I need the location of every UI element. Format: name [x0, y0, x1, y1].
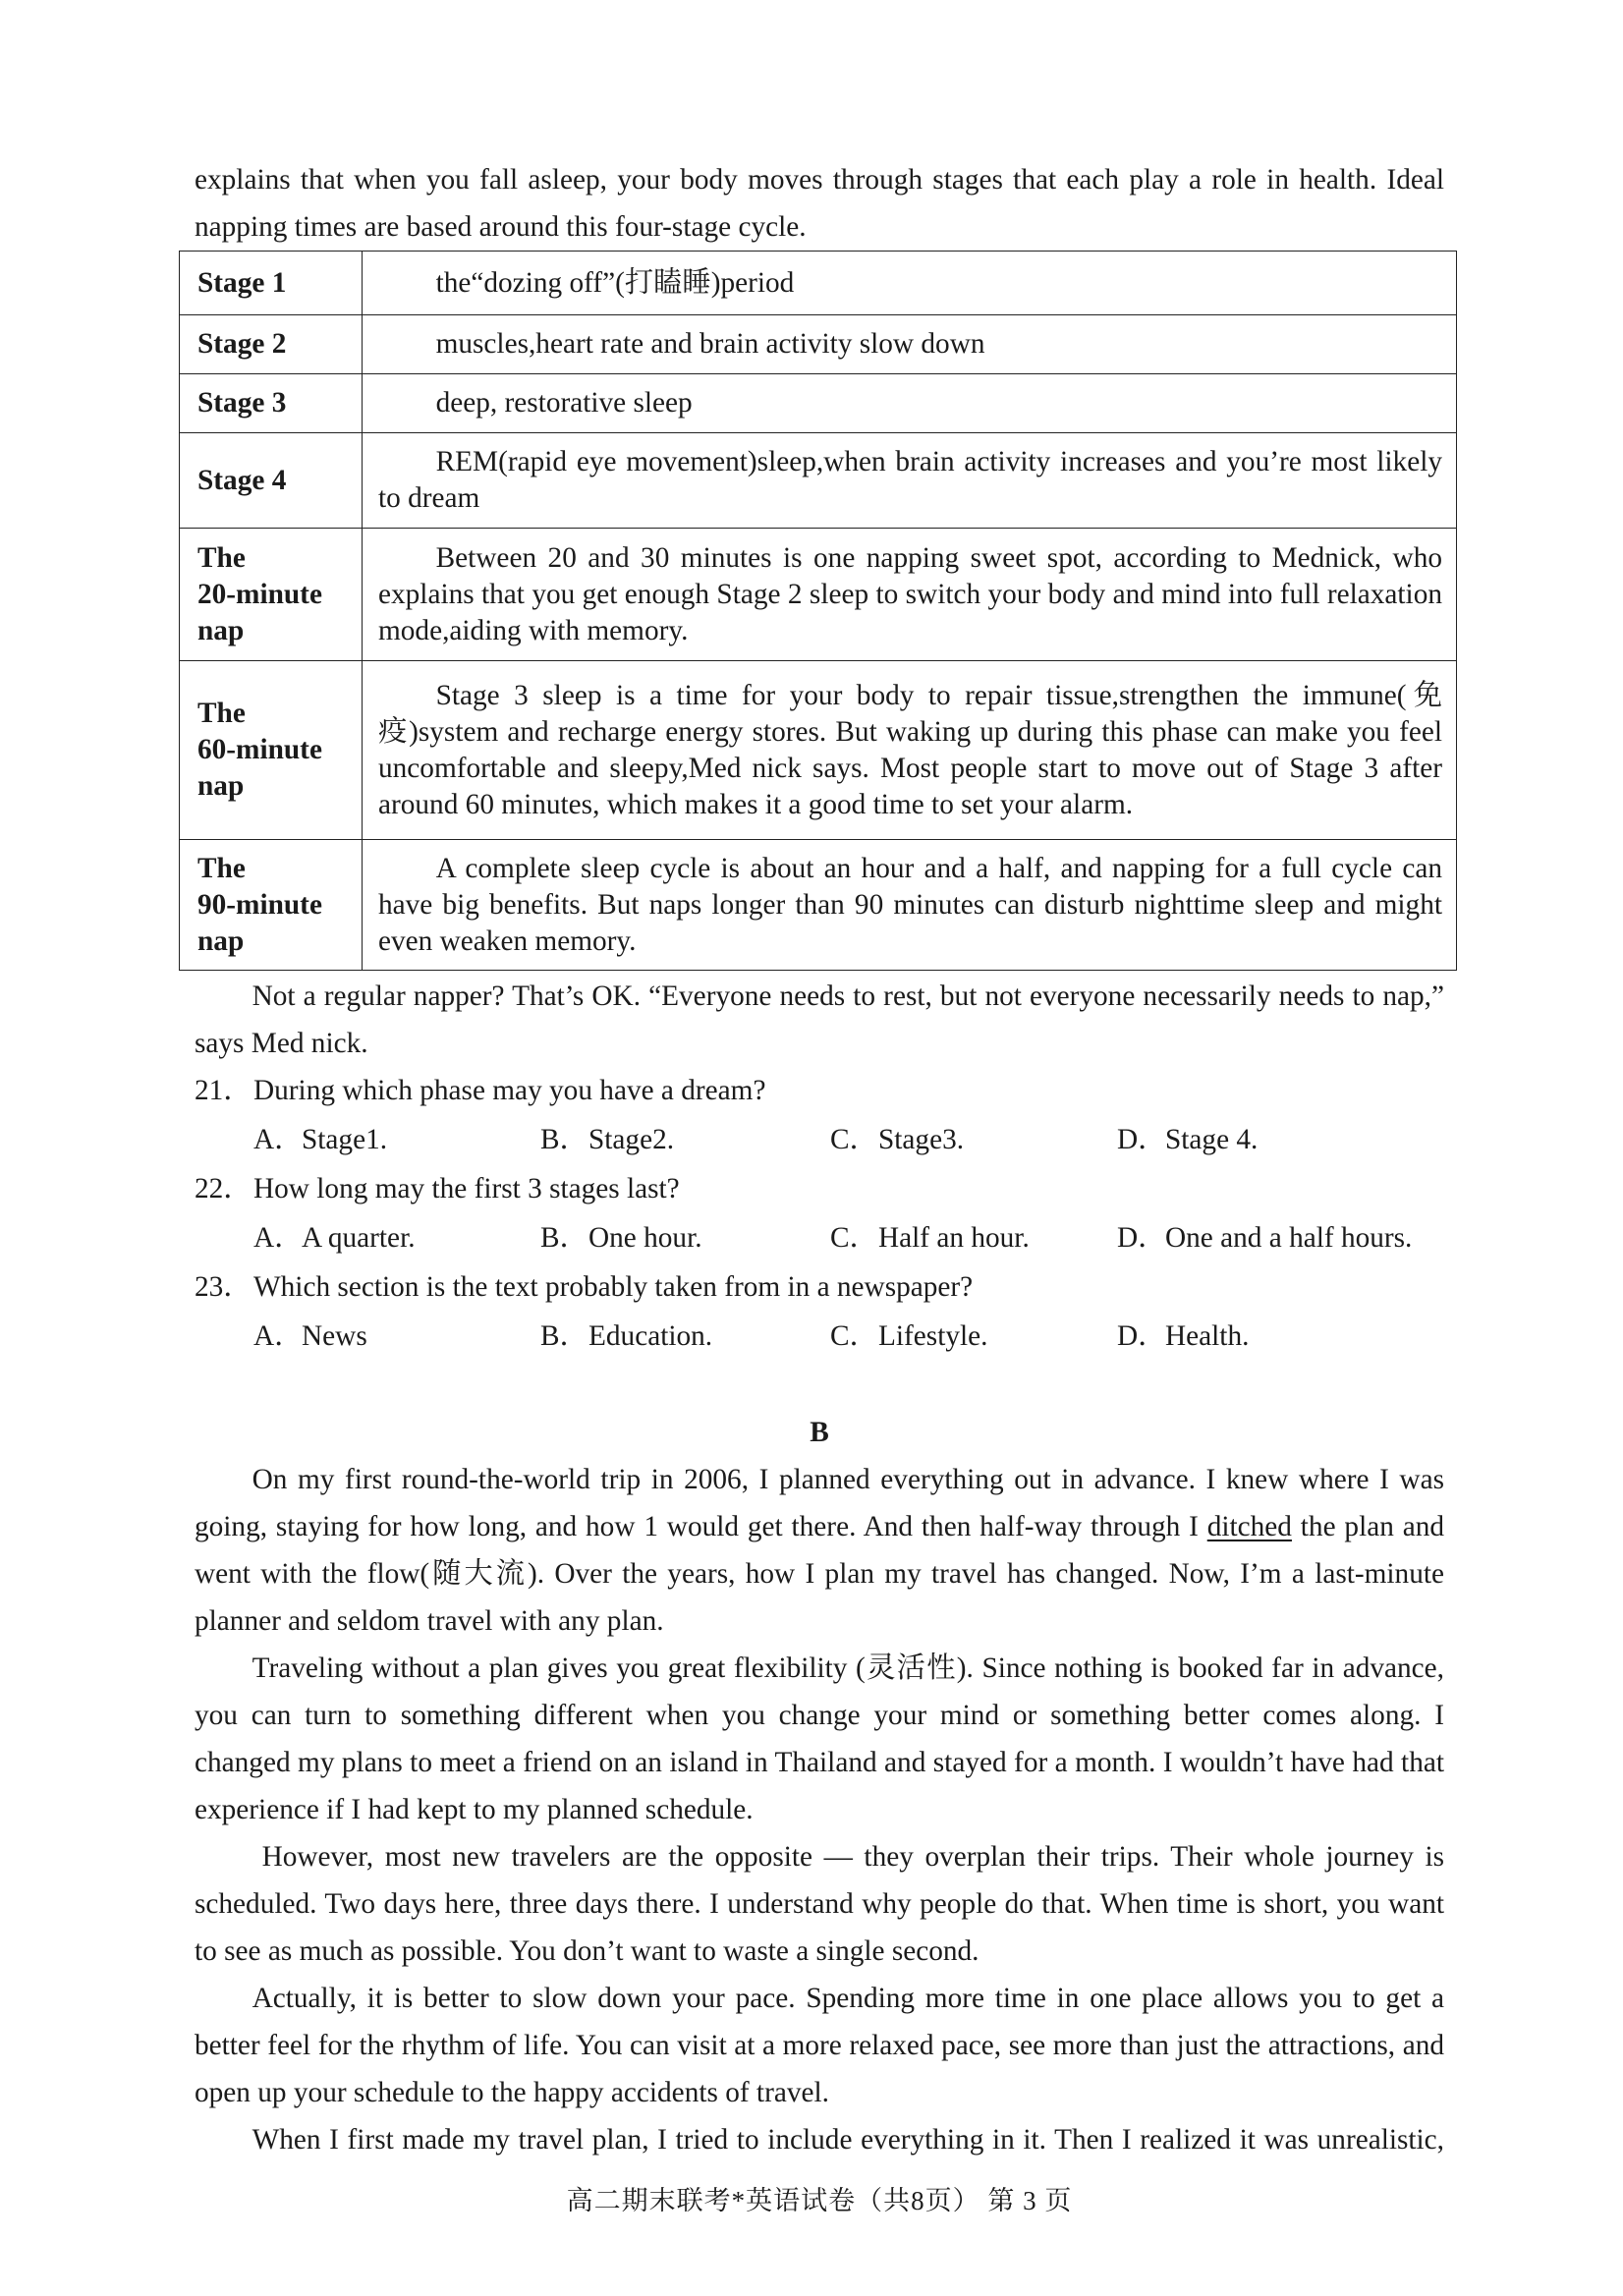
- option-letter: C．: [830, 1124, 878, 1155]
- option-a: [253, 1115, 387, 1164]
- option-d: [1117, 1312, 1249, 1361]
- option-text: News: [302, 1320, 367, 1352]
- table-row: [180, 433, 1457, 529]
- option-a: [253, 1312, 367, 1361]
- page-footer: 高二期末联考*英语试卷（共8页） 第 3 页: [566, 2186, 1073, 2215]
- question-number: 21．: [195, 1075, 252, 1106]
- row-description: REM(rapid eye movement)sleep,when brain activity increases and you’re most likely to dream: [363, 433, 1457, 529]
- sleep-stage-table: [179, 251, 1457, 971]
- table-row: [180, 840, 1457, 971]
- option-text: Stage 4.: [1165, 1124, 1259, 1155]
- paragraph: Actually, it is better to slow down your pace. Spending more time in one place allows you to get a better feel for the rhythm of life. You can visit at a more relaxed pace, see more than just the attractions, and open up your schedule to the happy accidents of travel.: [195, 1983, 1444, 2108]
- option-text: Stage3.: [878, 1124, 965, 1155]
- row-description: Between 20 and 30 minutes is one napping sweet spot, according to Mednick, who explains that you get enough Stage 2 sleep to switch your body and mind into full relaxation mode,aiding with memory.: [363, 529, 1457, 661]
- row-label: Stage 2: [180, 315, 363, 374]
- option-d: [1117, 1115, 1258, 1164]
- closing-text: [195, 973, 1444, 1067]
- row-label: The 20-minute nap: [180, 529, 363, 661]
- option-text: Stage1.: [302, 1124, 388, 1155]
- row-label: Stage 4: [180, 433, 363, 529]
- option-letter: A．: [253, 1320, 304, 1352]
- option-text: Stage2.: [588, 1124, 675, 1155]
- table-row: [180, 252, 1457, 315]
- option-letter: D．: [1117, 1320, 1167, 1352]
- question-21: [195, 1066, 1444, 1115]
- option-c: [830, 1312, 987, 1361]
- option-text: Education.: [588, 1320, 713, 1352]
- question-stem: Which section is the text probably taken from in a newspaper?: [253, 1271, 974, 1303]
- table-row: [180, 374, 1457, 433]
- option-c: [830, 1213, 1030, 1262]
- option-text: Half an hour.: [878, 1222, 1030, 1254]
- option-letter: B．: [540, 1320, 588, 1352]
- option-text: One and a half hours.: [1165, 1222, 1413, 1254]
- option-b: [540, 1312, 712, 1361]
- option-letter: C．: [830, 1222, 878, 1254]
- paragraph: Traveling without a plan gives you great flexibility (灵活性). Since nothing is booked far in advance, you can turn to something different when you change your mind or something better comes along. I changed my plans to meet a friend on an island in Thailand and stayed for a month. I wouldn’t have had that experience if I had kept to my planned schedule.: [195, 1652, 1444, 1825]
- option-letter: D．: [1117, 1222, 1167, 1254]
- option-letter: A．: [253, 1222, 304, 1254]
- option-text: Health.: [1165, 1320, 1250, 1352]
- paragraph-text: On my first round-the-world trip in 2006, I planned everything out in advance. I knew where I was going, staying for how long, and how 1 would get there. And then half-way through I: [195, 1464, 1444, 1542]
- passage-b: [195, 1409, 1444, 2163]
- underlined-word: ditched: [1206, 1511, 1292, 1542]
- question-number: 23．: [195, 1271, 252, 1303]
- option-b: [540, 1115, 674, 1164]
- answer-options: [195, 1115, 1444, 1164]
- intro-text: [195, 156, 1444, 251]
- row-description: the“dozing off”(打瞌睡)period: [363, 252, 1457, 315]
- table-row: [180, 661, 1457, 840]
- question-stem: During which phase may you have a dream?: [253, 1075, 766, 1106]
- section-heading: B: [810, 1417, 829, 1448]
- row-description: deep, restorative sleep: [363, 374, 1457, 433]
- option-letter: A．: [253, 1124, 304, 1155]
- option-d: [1117, 1213, 1412, 1262]
- question-number: 22．: [195, 1173, 252, 1204]
- paragraph: explains that when you fall asleep, your body moves through stages that each play a role in health. Ideal napping times are based around this four-stage cycle.: [195, 164, 1444, 243]
- row-description: muscles,heart rate and brain activity slow down: [363, 315, 1457, 374]
- row-label: The 90-minute nap: [180, 840, 363, 971]
- question-23: [195, 1262, 1444, 1312]
- paragraph: Not a regular napper? That’s OK. “Everyone needs to rest, but not everyone necessarily needs to nap,” says Med nick.: [195, 980, 1444, 1059]
- row-description: A complete sleep cycle is about an hour and a half, and napping for a full cycle can have big benefits. But naps longer than 90 minutes can disturb nighttime sleep and might even weaken memory.: [363, 840, 1457, 971]
- option-letter: B．: [540, 1222, 588, 1254]
- option-text: One hour.: [588, 1222, 702, 1254]
- table-row: [180, 315, 1457, 374]
- question-22: [195, 1164, 1444, 1213]
- answer-options: [195, 1312, 1444, 1361]
- paragraph: However, most new travelers are the opposite — they overplan their trips. Their whole journey is scheduled. Two days here, three days there. I understand why people do that. When time is short, you want to see as much as possible. You don’t want to waste a single second.: [195, 1841, 1444, 1967]
- option-a: [253, 1213, 416, 1262]
- paragraph: [195, 1456, 1444, 1645]
- option-b: [540, 1213, 702, 1262]
- table-row: [180, 529, 1457, 661]
- option-letter: B．: [540, 1124, 588, 1155]
- row-description: Stage 3 sleep is a time for your body to repair tissue,strengthen the immune(免疫)system and recharge energy stores. But waking up during this phase can make you feel uncomfortable and sleepy,Med nick says. Most people start to move out of Stage 3 after around 60 minutes, which makes it a good time to set your alarm.: [363, 661, 1457, 840]
- option-text: Lifestyle.: [878, 1320, 988, 1352]
- paragraph-text: the plan and went with the flow(随大流). Over the years, how I plan my travel has changed. Now, I’m a last-minute planner and seldom travel with any plan.: [195, 1511, 1444, 1637]
- row-label: Stage 3: [180, 374, 363, 433]
- option-text: A quarter.: [302, 1222, 416, 1254]
- question-list: [195, 1066, 1444, 1361]
- answer-options: [195, 1213, 1444, 1262]
- question-stem: How long may the first 3 stages last?: [253, 1173, 680, 1204]
- option-letter: D．: [1117, 1124, 1167, 1155]
- option-c: [830, 1115, 964, 1164]
- row-label: The 60-minute nap: [180, 661, 363, 840]
- row-label: Stage 1: [180, 252, 363, 315]
- paragraph: When I first made my travel plan, I tried to include everything in it. Then I realized it was unrealistic,: [252, 2124, 1444, 2156]
- option-letter: C．: [830, 1320, 878, 1352]
